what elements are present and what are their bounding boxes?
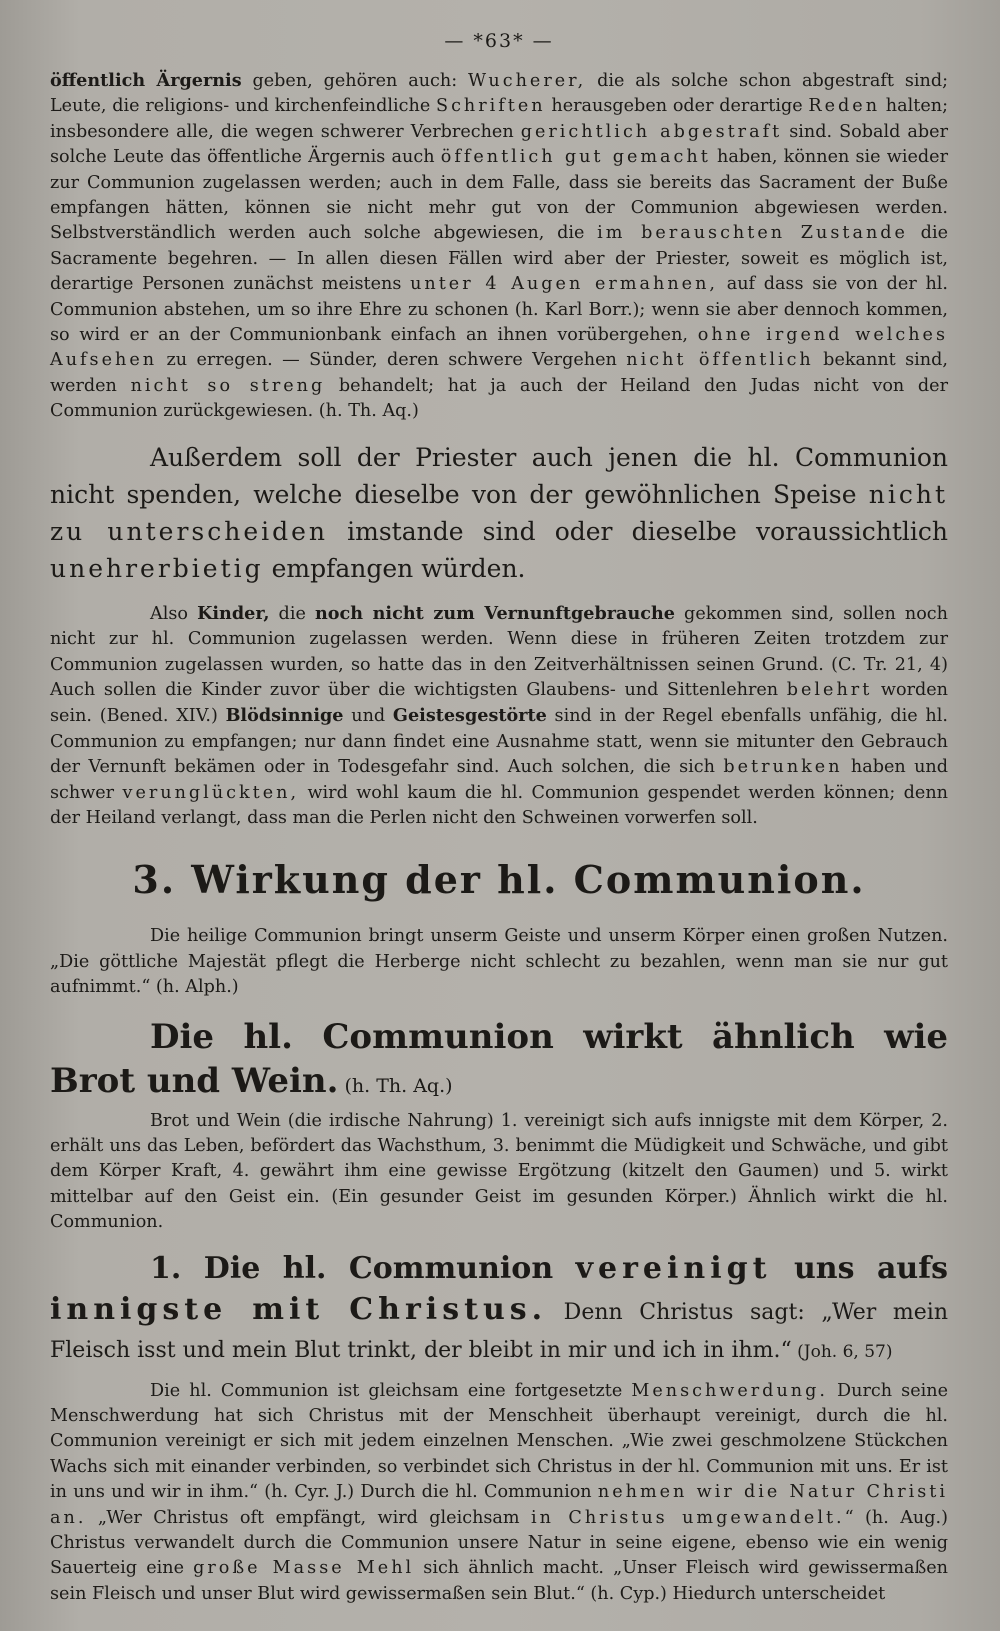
bold-term: Blödsinnige (225, 705, 344, 727)
text-run: zu erregen. — Sünder, deren schwere Vergehen (157, 350, 627, 371)
spaced-text: Wucherer, (468, 71, 587, 91)
spaced-text: unter 4 Augen ermahnen, (410, 274, 719, 295)
spaced-text: verunglückten, (122, 782, 300, 803)
spaced-text: unehrerbietig (50, 553, 264, 583)
spaced-text: nehmen wir die Natur Christi an. (50, 1482, 948, 1528)
subheading-text: 1. Die hl. Communion (150, 1250, 576, 1286)
text-run: herausgeben oder derartige (545, 96, 809, 117)
spaced-text: belehrt (786, 679, 873, 700)
text-run: empfangen würden. (263, 553, 526, 583)
text-run: Außerdem soll der Priester auch jenen die hl. Communion nicht spenden, welche dieselbe von der gewöhnlichen Speise (50, 442, 948, 509)
text-run: wird wohl kaum die hl. Communion gespendet werden können; denn der Heiland verlangt, dass man die Perlen nicht den Schweinen vorwerfen soll. (50, 782, 948, 828)
text-run: haben und schwer (50, 757, 949, 803)
spaced-text: Menschwerdung. (631, 1380, 828, 1401)
spaced-text: öffentlich gut gemacht (440, 147, 711, 168)
text-run: die als solche schon abgestraft sind; Leute, die religions- und kirchenfeindliche (50, 71, 949, 117)
paragraph-children (50, 601, 948, 832)
text-run: Durch seine Menschwerdung hat sich Christus mit der Menschheit überhaupt vereinigt, durch die hl. Communion vereinigt er sich mit jedem einzelnen Menschen. „Wie zwei geschmolzene Stückchen Wachs sich mit einander verbinden, so verbindet sich Christus in der hl. Communion mit uns. Er ist in uns und wir in ihm.“ (h. Cyr. J.) Durch die hl. Communion (50, 1380, 948, 1503)
text-run: “ (h. Aug.) Christus verwandelt durch die Communion unsere Natur in seine eigene, ebenso wie ein wenig Sauerteig eine (50, 1507, 948, 1579)
spaced-text: innigste mit Christus. (50, 1291, 548, 1327)
text-run: haben, können sie wieder zur Communion zugelassen werden; auch in dem Falle, dass sie bereits das Sacrament der Buße empfangen hätten, können sie nicht mehr gut von der Communion abgewiesen werden. Selbstverständlich werden auch solche abgewiesen, die (50, 147, 948, 244)
bold-term: Kinder, (197, 602, 270, 624)
spaced-text: große Masse Mehl (193, 1558, 415, 1579)
spaced-text: vereinigt (575, 1250, 772, 1286)
text-run: die Sacramente begehren. — In allen diesen Fällen wird aber der Priester, soweit es möglich ist, derartige Personen zunächst meistens (50, 223, 948, 295)
text-run: auf dass sie von der hl. Communion abstehen, um so ihre Ehre zu schonen (h. Karl Borr.); wenn sie aber dennoch kommen, so wird er an der Communionbank einfach an ihnen vorübergehen, (50, 274, 949, 346)
text-run: „Wer Christus oft empfängt, wird gleichsam (86, 1507, 532, 1528)
text-run: und (343, 706, 393, 727)
paragraph-benefit: Die heilige Communion bringt unserm Geiste und unserm Körper einen großen Nutzen. „Die göttliche Majestät pflegt die Herberge nicht schlecht zu bezahlen, wenn man sie nur gut aufnimmt.“ (h. Alph.) (50, 926, 948, 998)
text-run: die (269, 603, 315, 624)
paragraph-not-distinguish (50, 439, 948, 587)
bold-term: öffentlich Ärgernis (50, 70, 242, 91)
page-number: — *63* — (444, 30, 554, 52)
text-run: Die hl. Communion ist gleichsam eine fortgesetzte (150, 1380, 632, 1401)
subheading-citation: (h. Th. Aq.) (338, 1074, 453, 1097)
bold-term: noch nicht zum Vernunftgebrauche (314, 602, 675, 624)
subheading-text: uns aufs (771, 1250, 948, 1286)
text-run: sind in der Regel ebenfalls unfähig, die hl. Communion zu empfangen; nur dann findet eine Ausnahme statt, wenn sie mitunter den Gebrauch der Vernunft bekämen oder in Todesgefahr sind. Auch solchen, die sich (50, 706, 948, 778)
subheading-bread-wine (50, 1015, 948, 1103)
spaced-text: betrunken (723, 757, 843, 778)
paragraph-bread-wine: Brot und Wein (die irdische Nahrung) 1. vereinigt sich aufs innigste mit dem Körper, 2. erhält uns das Leben, befördert das Wachsthum, 3. benimmt die Müdigkeit und Schwäche, und gibt dem Körper Kraft, 4. gewährt ihm eine gewisse Ergötzung (kitzelt den Gaumen) und 5. wirkt mittelbar auf den Geist ein. (Ein gesunder Geist im gesunden Körper.) Ähnlich wirkt die hl. Communion. (50, 1110, 948, 1233)
spaced-text: nicht so streng (130, 375, 326, 396)
text-run: bekannt sind, werden (50, 350, 948, 396)
text-run: sind. Sobald aber solche Leute das öffentliche Ärgernis auch (50, 121, 948, 168)
text-run: imstande sind oder dieselbe voraussichtlich (328, 516, 948, 546)
section-heading: 3. Wirkung der hl. Communion. (132, 857, 866, 903)
text-run: Also (150, 603, 198, 624)
text-run: gekommen sind, sollen noch nicht zur hl. Communion zugelassen werden. Wenn diese in früheren Zeiten trotzdem zur Communion zugelassen wurden, so hatte das in den Zeitverhältnissen seinen Grund. (C. Tr. 21, 4) Auch sollen die Kinder zuvor über die wichtigsten Glaubens- und Sittenlehren (50, 603, 948, 700)
spaced-text: nicht öffentlich (626, 350, 814, 371)
spaced-text: im berauschten Zustande (597, 223, 908, 244)
spaced-text: Schriften (436, 96, 546, 117)
bold-term: Geistesgestörte (392, 705, 547, 727)
subheading-text: Die hl. Communion wirkt ähnlich wie Brot und Wein. (50, 1016, 948, 1101)
text-run: sich ähnlich macht. „Unser Fleisch wird gewissermaßen sein Fleisch und unser Blut wird gewissermaßen sein Blut.“ (h. Cyp.) Hiedurch unterscheidet (50, 1558, 948, 1604)
spaced-text: nicht zu unterscheiden (50, 479, 948, 546)
spaced-text: ohne irgend welches Aufsehen (50, 325, 948, 371)
text-run: behandelt; hat ja auch der Heiland den Judas nicht von der Communion zurückgewiesen. (h. Th. Aq.) (50, 375, 949, 422)
spaced-text: in Christus umgewandelt. (531, 1507, 845, 1528)
citation: (Joh. 6, 57) (791, 1341, 893, 1362)
spaced-text: gerichtlich abgestraft (520, 121, 783, 142)
text-run: worden sein. (Bened. XIV.) (50, 679, 948, 727)
subheading-union-christ (50, 1250, 948, 1371)
text-run: halten; insbesondere alle, die wegen schwerer Verbrechen (50, 96, 948, 142)
paragraph-incarnation (50, 1379, 948, 1608)
text-run: geben, gehören auch: (241, 71, 469, 91)
paragraph-public-scandal (50, 68, 948, 425)
spaced-text: Reden (808, 96, 881, 117)
quote-text: Denn Christus sagt: „Wer mein Fleisch isst und mein Blut trinkt, der bleibt in mir und ich in ihm.“ (50, 1299, 948, 1363)
